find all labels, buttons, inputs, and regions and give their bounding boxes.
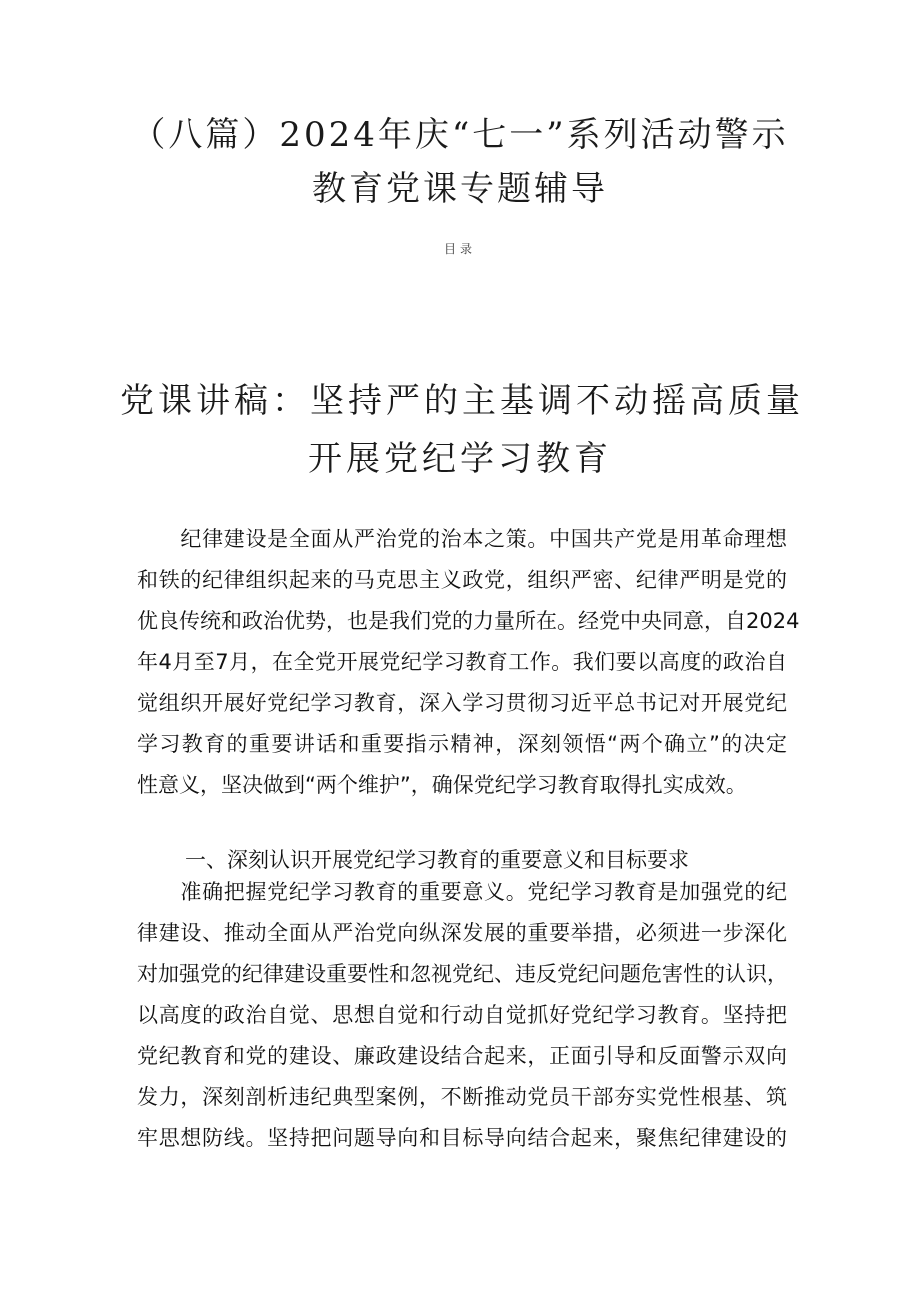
lecture-title-line-2: 开展党纪学习教育: [308, 439, 612, 479]
paragraph-line: 学习教育的重要讲话和重要指示精神，深刻领悟“两个确立”的决定: [137, 732, 787, 756]
paragraph-line: 发力，深刻剖析违纪典型案例，不断推动党员干部夯实党性根基、筑: [137, 1085, 787, 1109]
paragraph-line: 觉组织开展好党纪学习教育，深入学习贯彻习近平总书记对开展党纪: [137, 691, 787, 715]
lecture-title-line-1: 党课讲稿：坚持严的主基调不动摇高质量: [120, 381, 804, 421]
document-title-line-2: 教育党课专题辅导: [312, 169, 608, 209]
document-title: [130, 108, 790, 216]
lecture-title: [120, 372, 804, 488]
paragraph-line: 年4月至7月，在全党开展党纪学习教育工作。我们要以高度的政治自: [137, 650, 787, 674]
section-heading-1: 一、深刻认识开展党纪学习教育的重要意义和目标要求: [185, 848, 689, 872]
paragraph-line: 对加强党的纪律建设重要性和忽视党纪、违反党纪问题危害性的认识，: [137, 962, 788, 986]
paragraph-line: 性意义，坚决做到“两个维护”，确保党纪学习教育取得扎实成效。: [137, 773, 747, 797]
paragraph-line: 和铁的纪律组织起来的马克思主义政党，组织严密、纪律严明是党的: [137, 568, 787, 592]
paragraph-line: 纪律建设是全面从严治党的治本之策。中国共产党是用革命理想: [137, 527, 787, 551]
toc-label: 目录: [443, 242, 476, 256]
paragraph-line: 党纪教育和党的建设、廉政建设结合起来，正面引导和反面警示双向: [137, 1044, 787, 1068]
paragraph-line: 牢思想防线。坚持把问题导向和目标导向结合起来，聚焦纪律建设的: [137, 1126, 787, 1150]
paragraph-intro: [137, 519, 800, 806]
paragraph-section-1: [137, 872, 787, 1159]
paragraph-line: 以高度的政治自觉、思想自觉和行动自觉抓好党纪学习教育。坚持把: [137, 1003, 787, 1027]
document-title-line-1: （八篇）2024年庆“七一”系列活动警示: [131, 115, 789, 155]
paragraph-line: 准确把握党纪学习教育的重要意义。党纪学习教育是加强党的纪: [137, 880, 787, 904]
paragraph-line: 优良传统和政治优势，也是我们党的力量所在。经党中央同意，自2024: [137, 609, 800, 633]
paragraph-line: 律建设、推动全面从严治党向纵深发展的重要举措，必须进一步深化: [137, 921, 787, 945]
